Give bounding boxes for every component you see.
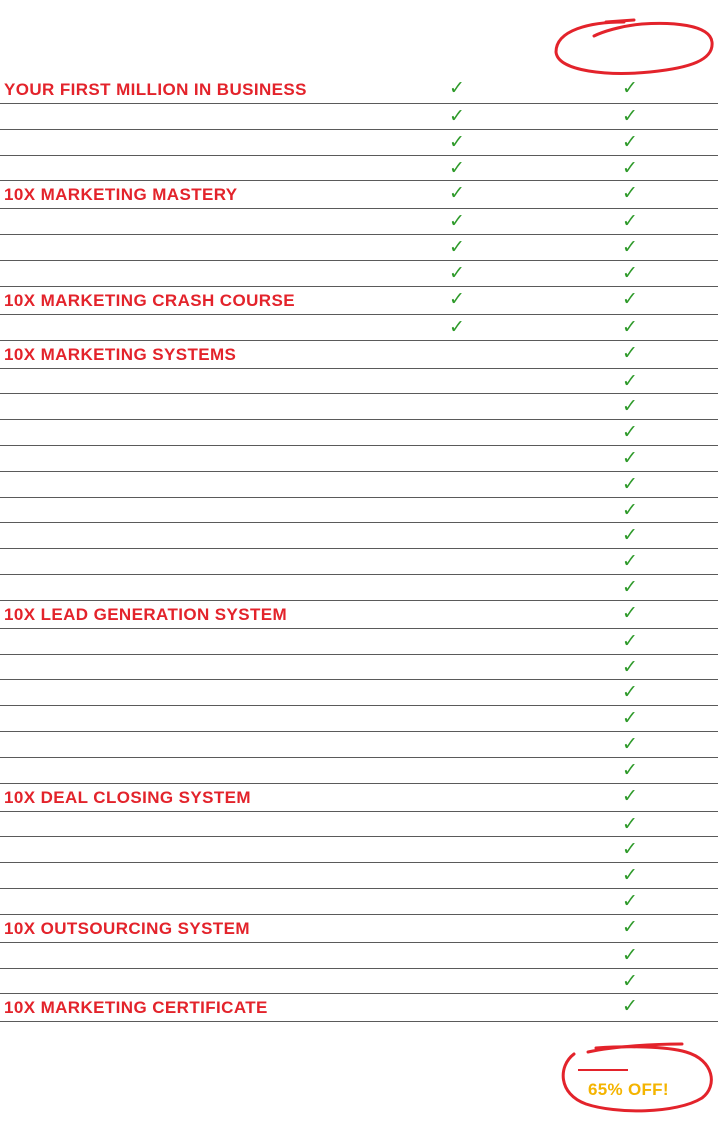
checkmark-icon: ✓: [622, 915, 638, 938]
checkmark-icon: ✓: [622, 681, 638, 704]
row-label: YOUR FIRST MILLION IN BUSINESS: [4, 80, 307, 99]
checkmark-icon: ✓: [622, 315, 638, 338]
table-row: [0, 784, 718, 812]
table-row: [0, 156, 718, 182]
row-label: 10X MARKETING SYSTEMS: [4, 344, 237, 364]
checkmark-icon: ✓: [622, 182, 638, 205]
table-row: [0, 732, 718, 758]
table-row: [0, 287, 718, 315]
table-row: [0, 706, 718, 732]
table-row: [0, 863, 718, 889]
row-label: 10X OUTSOURCING SYSTEM: [4, 918, 250, 938]
checkmark-icon: ✓: [449, 315, 465, 338]
table-row: [0, 104, 718, 130]
table-row: [0, 472, 718, 498]
table-row: [0, 549, 718, 575]
table-row: [0, 130, 718, 156]
checkmark-icon: ✓: [622, 369, 638, 392]
checkmark-icon: ✓: [622, 707, 638, 730]
checkmark-icon: ✓: [449, 105, 465, 127]
table-row: [0, 181, 718, 209]
table-row: [0, 369, 718, 395]
checkmark-icon: ✓: [449, 236, 465, 259]
table-row: [0, 523, 718, 549]
table-row: [0, 837, 718, 863]
table-row: [0, 575, 718, 601]
table-row: [0, 969, 718, 995]
table-row: [0, 994, 718, 1022]
checkmark-icon: ✓: [622, 105, 638, 127]
checkmark-icon: ✓: [622, 784, 638, 807]
checkmark-icon: ✓: [622, 524, 638, 547]
checkmark-icon: ✓: [622, 629, 638, 652]
checkmark-icon: ✓: [622, 261, 638, 284]
checkmark-icon: ✓: [449, 261, 465, 284]
discount-badge: 65% OFF!: [588, 1080, 669, 1099]
checkmark-icon: ✓: [622, 995, 638, 1018]
checkmark-icon: ✓: [449, 287, 465, 310]
table-row: [0, 341, 718, 369]
table-row: [0, 420, 718, 446]
top-circle-annotation: [550, 16, 718, 80]
checkmark-icon: ✓: [622, 236, 638, 259]
table-row: [0, 680, 718, 706]
checkmark-icon: ✓: [622, 130, 638, 153]
checkmark-icon: ✓: [622, 421, 638, 444]
table-row: [0, 601, 718, 629]
checkmark-icon: ✓: [622, 758, 638, 781]
row-label: 10X DEAL CLOSING SYSTEM: [4, 787, 251, 807]
table-row: [0, 261, 718, 287]
checkmark-icon: ✓: [449, 156, 465, 179]
table-row: [0, 629, 718, 655]
table-row: [0, 394, 718, 420]
checkmark-icon: ✓: [622, 812, 638, 835]
checkmark-icon: ✓: [622, 943, 638, 966]
checkmark-icon: ✓: [449, 77, 465, 99]
checkmark-icon: ✓: [622, 210, 638, 233]
comparison-table: [0, 76, 718, 1022]
checkmark-icon: ✓: [622, 550, 638, 573]
checkmark-icon: ✓: [622, 575, 638, 598]
row-label: 10X MARKETING CERTIFICATE: [4, 998, 268, 1018]
checkmark-icon: ✓: [622, 498, 638, 521]
checkmark-icon: ✓: [622, 601, 638, 624]
checkmark-icon: ✓: [622, 864, 638, 887]
checkmark-icon: ✓: [622, 341, 638, 364]
bottom-circle-annotation: [556, 1042, 718, 1116]
checkmark-icon: ✓: [622, 655, 638, 678]
row-label: 10X MARKETING MASTERY: [4, 185, 238, 205]
table-row: [0, 943, 718, 969]
table-row: [0, 209, 718, 235]
checkmark-icon: ✓: [622, 395, 638, 418]
table-row: [0, 812, 718, 838]
checkmark-icon: ✓: [622, 446, 638, 469]
checkmark-icon: ✓: [622, 472, 638, 495]
checkmark-icon: ✓: [622, 838, 638, 861]
checkmark-icon: ✓: [622, 77, 638, 99]
checkmark-icon: ✓: [622, 969, 638, 992]
table-row: [0, 655, 718, 681]
table-row: [0, 235, 718, 261]
checkmark-icon: ✓: [449, 130, 465, 153]
checkmark-icon: ✓: [449, 182, 465, 205]
checkmark-icon: ✓: [622, 156, 638, 179]
checkmark-icon: ✓: [622, 732, 638, 755]
checkmark-icon: ✓: [622, 287, 638, 310]
table-row: [0, 498, 718, 524]
table-row: [0, 446, 718, 472]
table-row: [0, 76, 718, 104]
table-row: [0, 889, 718, 915]
table-row: [0, 315, 718, 341]
row-label: 10X MARKETING CRASH COURSE: [4, 290, 295, 310]
checkmark-icon: ✓: [622, 889, 638, 912]
table-row: [0, 915, 718, 943]
table-row: [0, 758, 718, 784]
checkmark-icon: ✓: [449, 210, 465, 233]
row-label: 10X LEAD GENERATION SYSTEM: [4, 604, 288, 624]
